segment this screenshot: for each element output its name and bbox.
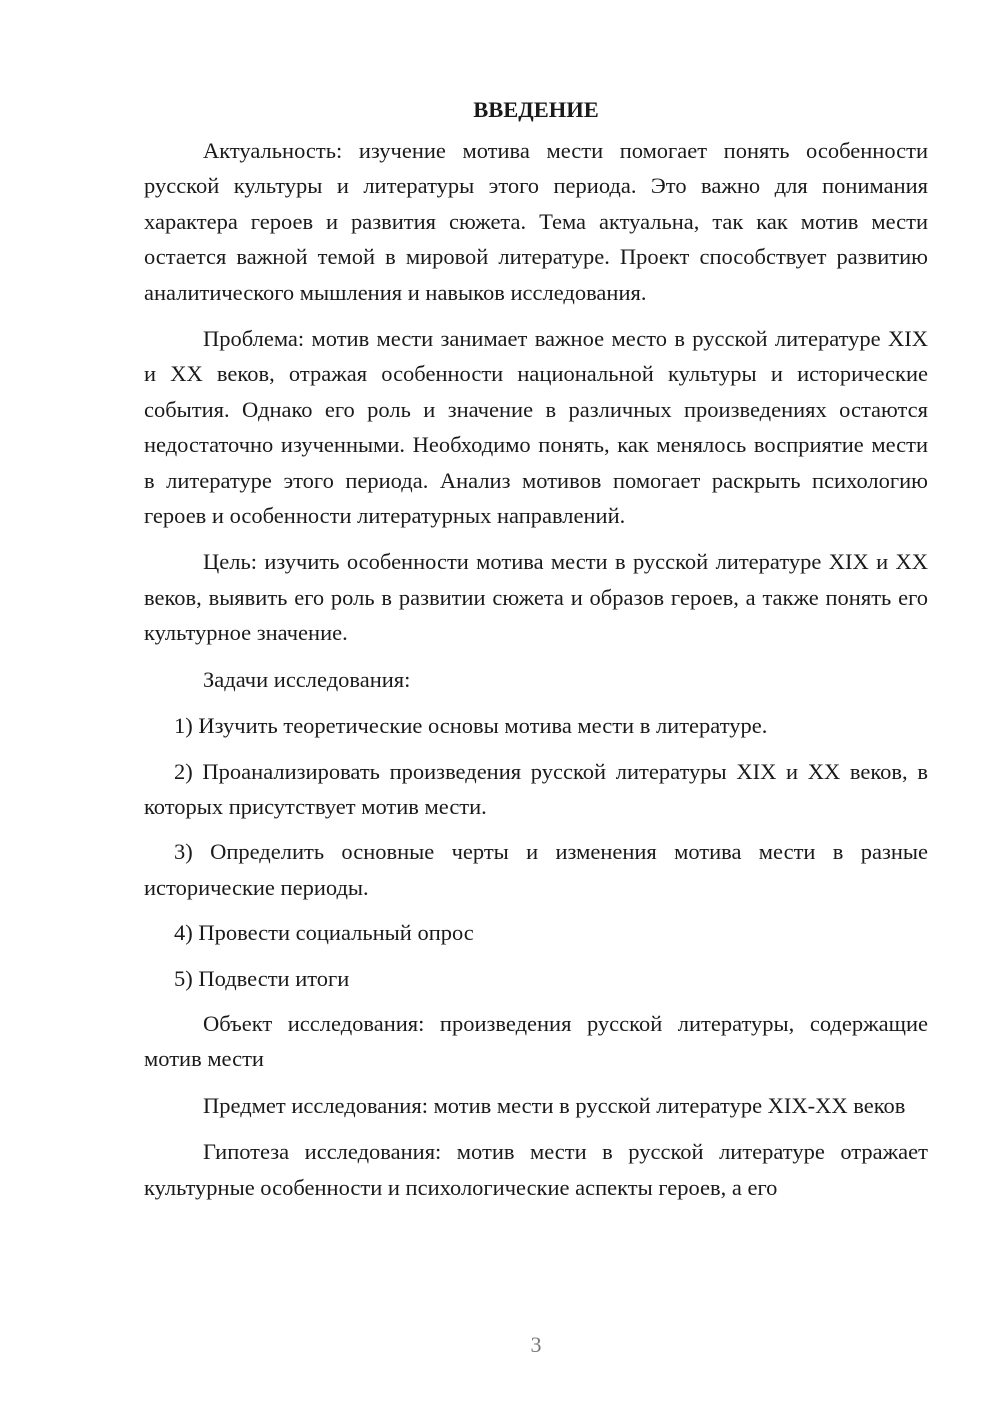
section-title: ВВЕДЕНИЕ bbox=[473, 97, 599, 122]
relevance-paragraph: Актуальность: изучение мотива мести помогает понять особенности русской культуры и литературы этого периода. Это важно для понимания характера героев и развития сюжета. Тема актуальна, так как мотив мести остается важной темой в мировой литературе. Проект способствует развитию аналитического мышления и навыков исследования. bbox=[144, 138, 928, 305]
task-item-5: 5) Подвести итоги bbox=[174, 965, 350, 991]
tasks-heading: Задачи исследования: bbox=[203, 666, 411, 692]
page-number: 3 bbox=[530, 1332, 542, 1357]
goal-paragraph: Цель: изучить особенности мотива мести в русской литературе XIX и XX веков, выявить его роль в развитии сюжета и образов героев, а также понять его культурное значение. bbox=[144, 549, 928, 646]
task-item-2: 2) Проанализировать произведения русской литературы XIX и XX веков, в которых присутствует мотив мести. bbox=[144, 758, 928, 819]
object-paragraph: Объект исследования: произведения русской литературы, содержащие мотив мести bbox=[144, 1010, 928, 1072]
task-item-3: 3) Определить основные черты и изменения мотива мести в разные исторические периоды. bbox=[144, 839, 928, 900]
problem-paragraph: Проблема: мотив мести занимает важное место в русской литературе XIX и XX веков, отражая особенности национальной культуры и исторические события. Однако его роль и значение в различных произведениях остаются недостаточно изученными. Необходимо понять, как менялось восприятие мести в литературе этого периода. Анализ мотивов помогает раскрыть психологию героев и особенности литературных направлений. bbox=[144, 326, 928, 529]
hypothesis-paragraph: Гипотеза исследования: мотив мести в русской литературе отражает культурные особенности и психологические аспекты героев, а его bbox=[144, 1139, 928, 1200]
task-item-1: 1) Изучить теоретические основы мотива мести в литературе. bbox=[174, 713, 768, 739]
subject-paragraph: Предмет исследования: мотив мести в русской литературе XIX-XX веков bbox=[203, 1092, 906, 1118]
task-item-4: 4) Провести социальный опрос bbox=[174, 920, 474, 946]
document-page bbox=[144, 92, 928, 1216]
